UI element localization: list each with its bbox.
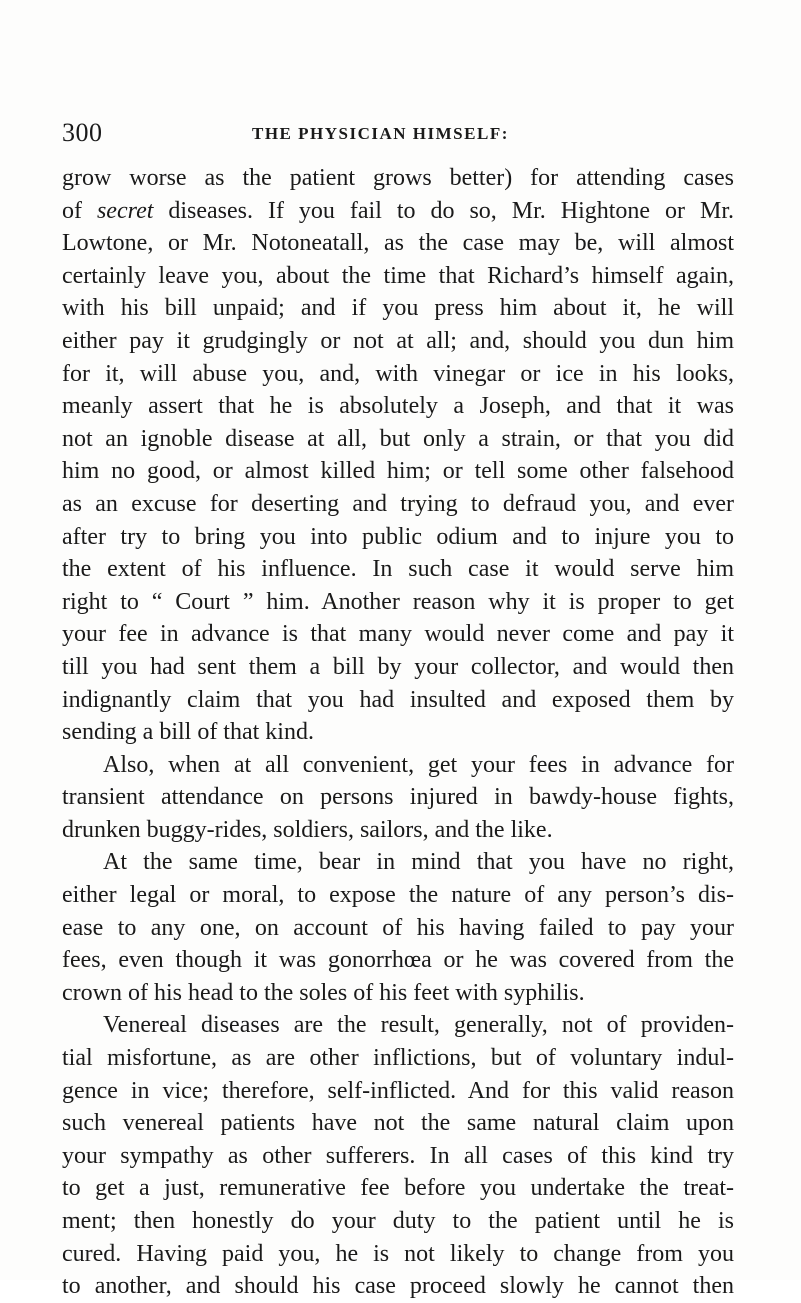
text-line: right to “ Court ” him. Another reason why it is proper to get: [62, 588, 734, 615]
text-line: not an ignoble disease at all, but only a strain, or that you did: [62, 425, 734, 452]
text-line: certainly leave you, about the time that Richard’s himself again,: [62, 262, 734, 289]
text-line: either legal or moral, to expose the nature of any person’s dis-: [62, 882, 734, 909]
text-line: till you had sent them a bill by your collector, and would then: [62, 653, 734, 680]
text-line: drunken buggy-rides, soldiers, sailors, and the like.: [62, 816, 553, 843]
text-line: either pay it grudgingly or not at all; and, should you dun him: [62, 327, 734, 354]
text-line: as an excuse for deserting and trying to defraud you, and ever: [62, 490, 734, 517]
page-number: 300: [62, 118, 103, 147]
text-line: sending a bill of that kind.: [62, 719, 314, 746]
text-line: to get a just, remunerative fee before you undertake the treat-: [62, 1175, 734, 1202]
text-line: with his bill unpaid; and if you press him about it, he will: [62, 295, 734, 322]
text-fragment: of: [62, 197, 97, 224]
body-text: [62, 162, 734, 1303]
text-line: your fee in advance is that many would never come and pay it: [62, 621, 734, 648]
text-line: such venereal patients have not the same natural claim upon: [62, 1110, 734, 1137]
text-line: to another, and should his case proceed slowly he cannot then: [62, 1273, 734, 1300]
text-line: [62, 195, 734, 228]
text-line: meanly assert that he is absolutely a Joseph, and that it was: [62, 393, 734, 420]
italic-word: secret: [96, 197, 154, 224]
text-line: tial misfortune, as are other inflictions, but of voluntary indul-: [62, 1045, 734, 1072]
text-line: gence in vice; therefore, self-inflicted. And for this valid reason: [62, 1077, 734, 1104]
text-line: after try to bring you into public odium and to injure you to: [62, 523, 734, 550]
text-line: Lowtone, or Mr. Notoneatall, as the case may be, will almost: [62, 230, 734, 257]
text-line: the extent of his influence. In such case it would serve him: [62, 556, 734, 583]
text-line: crown of his head to the soles of his feet with syphilis.: [62, 979, 585, 1006]
text-line: cured. Having paid you, he is not likely to change from you: [62, 1240, 734, 1267]
text-line: your sympathy as other sufferers. In all cases of this kind try: [62, 1142, 734, 1169]
text-line: Also, when at all convenient, get your fees in advance for: [103, 751, 734, 778]
text-line: ment; then honestly do your duty to the patient until he is: [62, 1208, 734, 1234]
text-line: fees, even though it was gonorrhœa or he was covered from the: [62, 947, 734, 974]
text-line: him no good, or almost killed him; or tell some other falsehood: [62, 458, 734, 485]
text-line: ease to any one, on account of his having failed to pay your: [62, 914, 734, 941]
text-line: indignantly claim that you had insulted and exposed them by: [62, 686, 734, 713]
text-line: grow worse as the patient grows better) for attending cases: [62, 165, 734, 191]
text-line: Venereal diseases are the result, generally, not of providen-: [103, 1012, 734, 1039]
text-line: transient attendance on persons injured in bawdy-house fights,: [62, 784, 734, 811]
text-line: for it, will abuse you, and, with vinegar or ice in his looks,: [62, 360, 734, 387]
page-header: [62, 116, 735, 150]
running-head: THE PHYSICIAN HIMSELF:: [252, 124, 509, 143]
text-line: At the same time, bear in mind that you have no right,: [103, 849, 734, 876]
text-fragment: diseases. If you fail to do so, Mr. Hightone or Mr.: [153, 197, 734, 224]
